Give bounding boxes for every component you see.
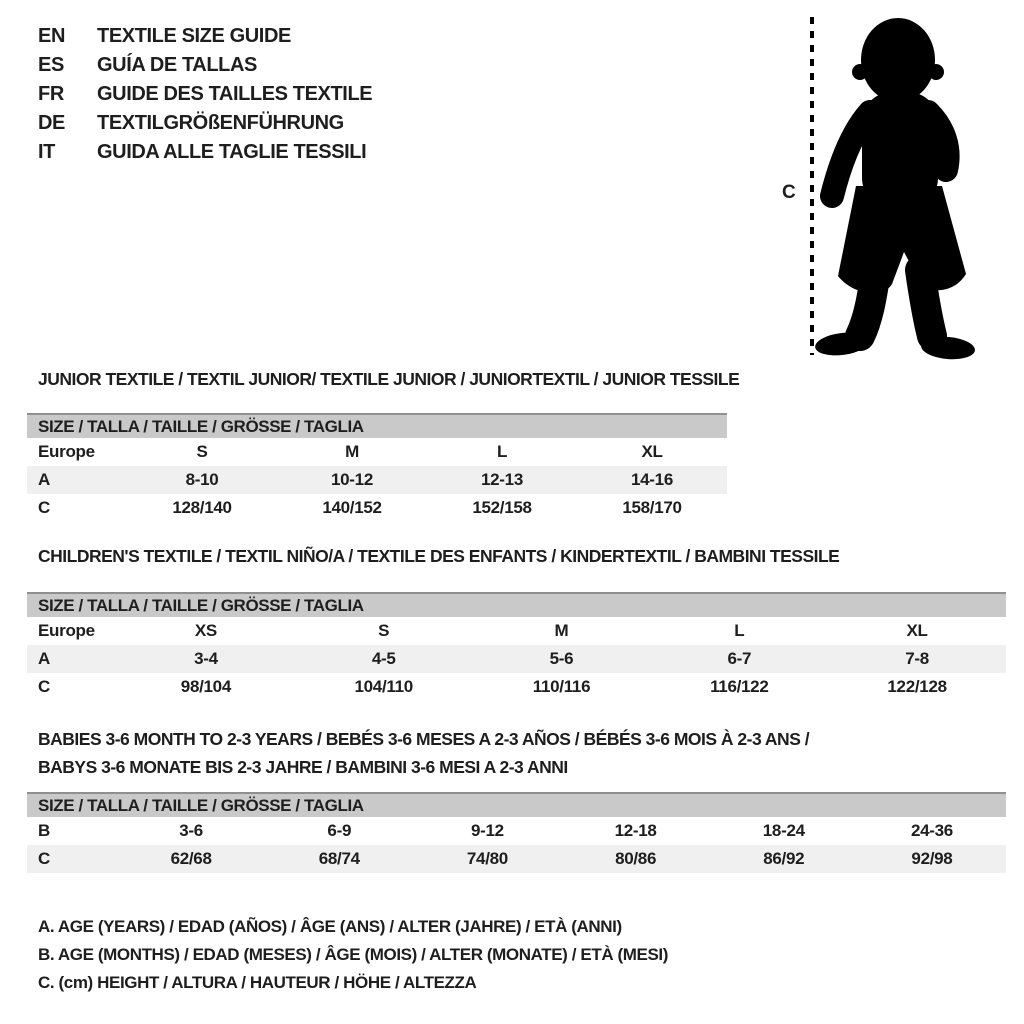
table-row-age-months [27,817,1006,845]
table-row-europe [27,438,727,466]
language-title: GUIDA ALLE TAGLIE TESSILI [97,141,367,163]
language-row [38,51,372,80]
junior-section-title: JUNIOR TEXTILE / TEXTIL JUNIOR/ TEXTILE JUNIOR / JUNIORTEXTIL / JUNIOR TESSILE [38,369,740,389]
cell: 140/152 [322,498,382,517]
row-label: A [38,470,50,489]
language-code: EN [38,25,65,47]
cell: 74/80 [466,849,508,868]
row-label: Europe [38,621,95,640]
language-code: ES [38,54,64,76]
cell: 6-7 [727,649,752,668]
cell: S [196,442,208,461]
table-row-height [27,845,1006,873]
table-row-age [27,645,1006,673]
language-title: TEXTILGRÖßENFÜHRUNG [97,112,344,134]
baby-silhouette [814,18,976,361]
cell: 128/140 [172,498,232,517]
cell: 86/92 [763,849,805,868]
cell: 3-6 [179,821,203,840]
table-header-size: SIZE / TALLA / TAILLE / GRÖSSE / TAGLIA [27,413,727,438]
cell: 12-18 [614,821,657,840]
cell: XL [641,442,663,461]
babies-title-line1: BABIES 3-6 MONTH TO 2-3 YEARS / BEBÉS 3-6 MESES A 2-3 AÑOS / BÉBÉS 3-6 MOIS À 2-3 ANS / [38,728,810,749]
cell: 110/116 [532,677,591,696]
cell: 10-12 [331,470,373,489]
table-row-height [27,673,1006,701]
babies-title-line2: BABYS 3-6 MONATE BIS 2-3 JAHRE / BAMBINI 3-6 MESI A 2-3 ANNI [38,756,568,777]
cell: M [554,621,569,640]
cell: XS [194,621,217,640]
language-code: DE [38,112,65,134]
language-title: TEXTILE SIZE GUIDE [97,25,291,47]
cell: 8-10 [185,470,219,489]
row-label: C [38,498,50,517]
legend-line-a: A. AGE (YEARS) / EDAD (AÑOS) / ÂGE (ANS) / ALTER (JAHRE) / ETÀ (ANNI) [38,917,622,936]
cell: L [496,442,508,461]
table-row-europe [27,617,1006,645]
babies-section-title [38,725,809,781]
cell: 7-8 [905,649,929,668]
row-label: A [38,649,50,668]
language-row [38,138,372,167]
children-size-table [27,592,1006,701]
cell: 18-24 [762,821,805,840]
language-row [38,80,372,109]
language-code: IT [38,141,55,163]
table-row-height [27,494,727,522]
language-code: FR [38,83,64,105]
cell: L [734,621,745,640]
cell: 62/68 [170,849,212,868]
cell: 5-6 [549,649,574,668]
cell: XL [906,621,928,640]
legend-line-b: B. AGE (MONTHS) / EDAD (MESES) / ÂGE (MOIS) / ALTER (MONATE) / ETÀ (MESI) [38,945,668,964]
cell: 122/128 [887,677,947,696]
cell: 4-5 [371,649,396,668]
cell: 24-36 [910,821,953,840]
row-label: C [38,849,50,868]
cell: 98/104 [180,677,231,696]
language-row [38,22,372,51]
toddler-silhouette-figure [770,8,1010,363]
cell: M [345,442,359,461]
children-section-title: CHILDREN'S TEXTILE / TEXTIL NIÑO/A / TEXTILE DES ENFANTS / KINDERTEXTIL / BAMBINI TESSILE [38,546,840,566]
cell: 6-9 [327,821,352,840]
table-row-age [27,466,727,494]
cell: 3-4 [194,649,218,668]
table-header-size: SIZE / TALLA / TAILLE / GRÖSSE / TAGLIA [27,792,1006,817]
cell: S [378,621,390,640]
row-label: Europe [38,442,95,461]
cell: 104/110 [354,677,413,696]
row-label: B [38,821,50,840]
language-list [38,22,372,167]
cell: 12-13 [481,470,523,489]
height-measure-label: C [782,182,796,203]
cell: 68/74 [318,849,360,868]
cell: 116/122 [710,677,769,696]
junior-size-table [27,413,727,522]
cell: 80/86 [615,849,657,868]
cell: 152/158 [472,498,532,517]
row-label: C [38,677,50,696]
cell: 9-12 [471,821,504,840]
table-header-size: SIZE / TALLA / TAILLE / GRÖSSE / TAGLIA [27,592,1006,617]
cell: 158/170 [622,498,682,517]
babies-size-table [27,792,1006,873]
language-title: GUIDE DES TAILLES TEXTILE [97,83,373,105]
cell: 14-16 [631,470,673,489]
cell: 92/98 [911,849,953,868]
legend [38,913,668,997]
legend-line-c: C. (cm) HEIGHT / ALTURA / HAUTEUR / HÖHE / ALTEZZA [38,973,477,992]
language-row [38,109,372,138]
language-title: GUÍA DE TALLAS [97,54,257,76]
